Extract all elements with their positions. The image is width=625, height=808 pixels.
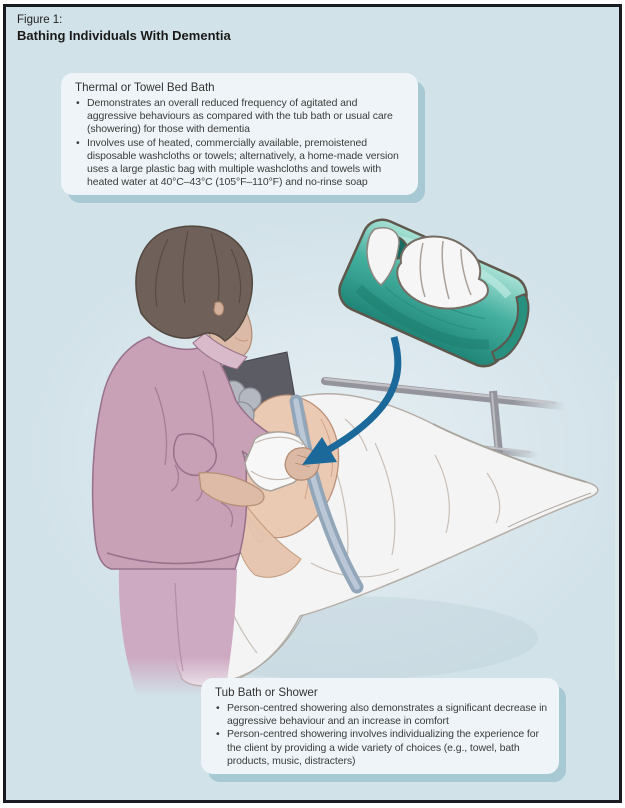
callout-title: Tub Bath or Shower — [215, 686, 318, 699]
figure-header — [17, 13, 231, 44]
figure-title: Bathing Individuals With Dementia — [17, 28, 231, 43]
bullet-item: • Involves use of heated, commercially available, premoistened disposable washcloths or towels; alternatively, a home-made version uses a large plastic bag with multiple washcloths and towels with heated water at 40°C–43°C (105°F–110°F) and no-rinse soap — [87, 137, 407, 190]
caregiver-ear — [214, 302, 224, 315]
figure-frame — [3, 4, 622, 803]
caregiver-hair — [136, 226, 252, 341]
callout-thermal-towel-bed-bath — [61, 73, 418, 195]
callout-bullet-list — [75, 97, 407, 189]
sheet-edge-right — [615, 377, 622, 683]
figure-label: Figure 1: — [17, 14, 63, 26]
bullet-item: • Demonstrates an overall reduced frequency of agitated and aggressive behaviours as compared with the tub bath or usual care (showering) for those with dementia — [87, 97, 407, 137]
bullet-item: • Person-centred showering also demonstrates a significant decrease in aggressive behaviour and an increase in comfort — [227, 702, 548, 728]
bullet-item: • Person-centred showering involves individualizing the experience for the client by providing a wide variety of choices (e.g., towel, bath products, music, distracters) — [227, 728, 548, 768]
callout-bullet-list — [215, 702, 548, 768]
callout-title: Thermal or Towel Bed Bath — [75, 81, 215, 94]
callout-tub-bath-or-shower — [201, 678, 559, 774]
